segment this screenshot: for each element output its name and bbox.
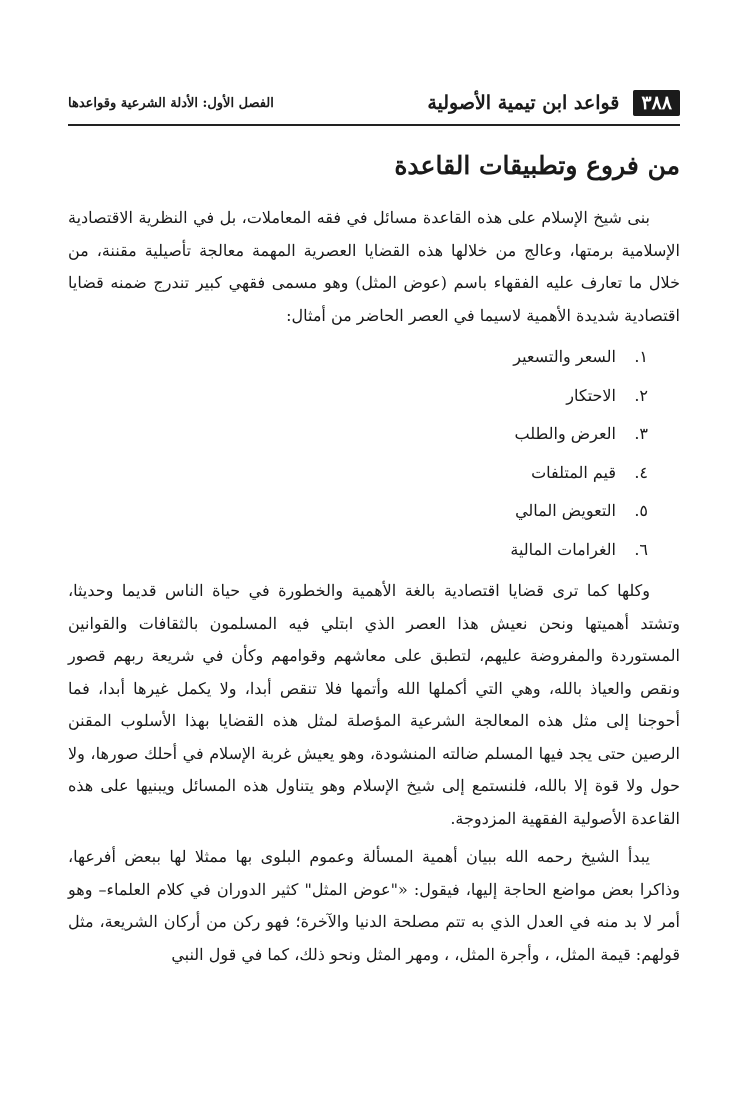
list-item: ٢. الاحتكار: [566, 385, 648, 405]
paragraph: يبدأ الشيخ رحمه الله ببيان أهمية المسألة وعموم البلوى بها ممثلا لها ببعض أفرعها، وذاكرا بعض مواضع الحاجة إليها، فيقول: «"عوض المثل" كثير الدوران في كلام العلماء– وهو أمر لا بد منه في العدل الذي به تتم مصلحة الدنيا والآخرة؛ فهو ركن من أركان الشريعة، مثل قولهم: قيمة المثل، ، وأجرة المثل، ، ومهر المثل ونحو ذلك، كما في قول النبي: [68, 847, 680, 964]
paragraph: بنى شيخ الإسلام على هذه القاعدة مسائل في فقه المعاملات، بل في النظرية الاقتصادية الإسلامية برمتها، وعالج من خلالها هذه القضايا العصرية المهمة معالجة تأصيلية مقننة، من خلال ما تعارف عليه الفقهاء باسم (عوض المثل) وهو مسمى فقهي كبير تندرج ضمنه قضايا اقتصادية شديدة الأهمية لاسيما في العصر الحاضر من أمثال:: [68, 208, 680, 325]
header-divider: [68, 124, 680, 126]
chapter-title: الفصل الأول: الأدلة الشرعية وقواعدها: [68, 95, 274, 111]
list-item: ٥. التعويض المالي: [515, 501, 648, 520]
book-title: قواعد ابن تيمية الأصولية: [427, 92, 620, 114]
section-heading: من فروع وتطبيقات القاعدة: [394, 151, 680, 180]
page-number: ٣٨٨: [633, 90, 680, 116]
paragraph: وكلها كما ترى قضايا اقتصادية بالغة الأهمية والخطورة في حياة الناس قديما وحديثا، وتشتد أهميتها ونحن نعيش هذا العصر الذي ابتلي فيه المسلمون بالثقافات والقوانين المستوردة والمفروضة عليهم، لتطبق على معاشهم وقوامهم وكأن في شريعة ربهم قصور ونقص والعياذ بالله، وهي التي أكملها الله وأتمها فلا تنقص أبدا، ولا يكمل غيرها أبدا، فما أحوجنا إلى مثل هذه المعالجة الشرعية المؤصلة لمثل هذه القضايا بهذا الأسلوب المقنن الرصين حتى يجد فيها المسلم ضالته المنشودة، وهو يعيش غربة الإسلام في أحلك صورها، ولا حول ولا قوة إلا بالله، فلنستمع إلى شيخ الإسلام وهو يتناول هذه المسائل ويبنيها على هذه القاعدة الأصولية الفقهية المزدوجة.: [68, 581, 680, 828]
list-item: ٤. قيم المتلفات: [531, 462, 648, 482]
topics-list: [68, 338, 680, 569]
running-header: [68, 86, 680, 120]
list-item: ٦. الغرامات المالية: [510, 539, 648, 559]
list-item: ٣. العرض والطلب: [514, 424, 648, 443]
page-body: [68, 202, 680, 971]
list-item: ١. السعر والتسعير: [513, 347, 648, 366]
